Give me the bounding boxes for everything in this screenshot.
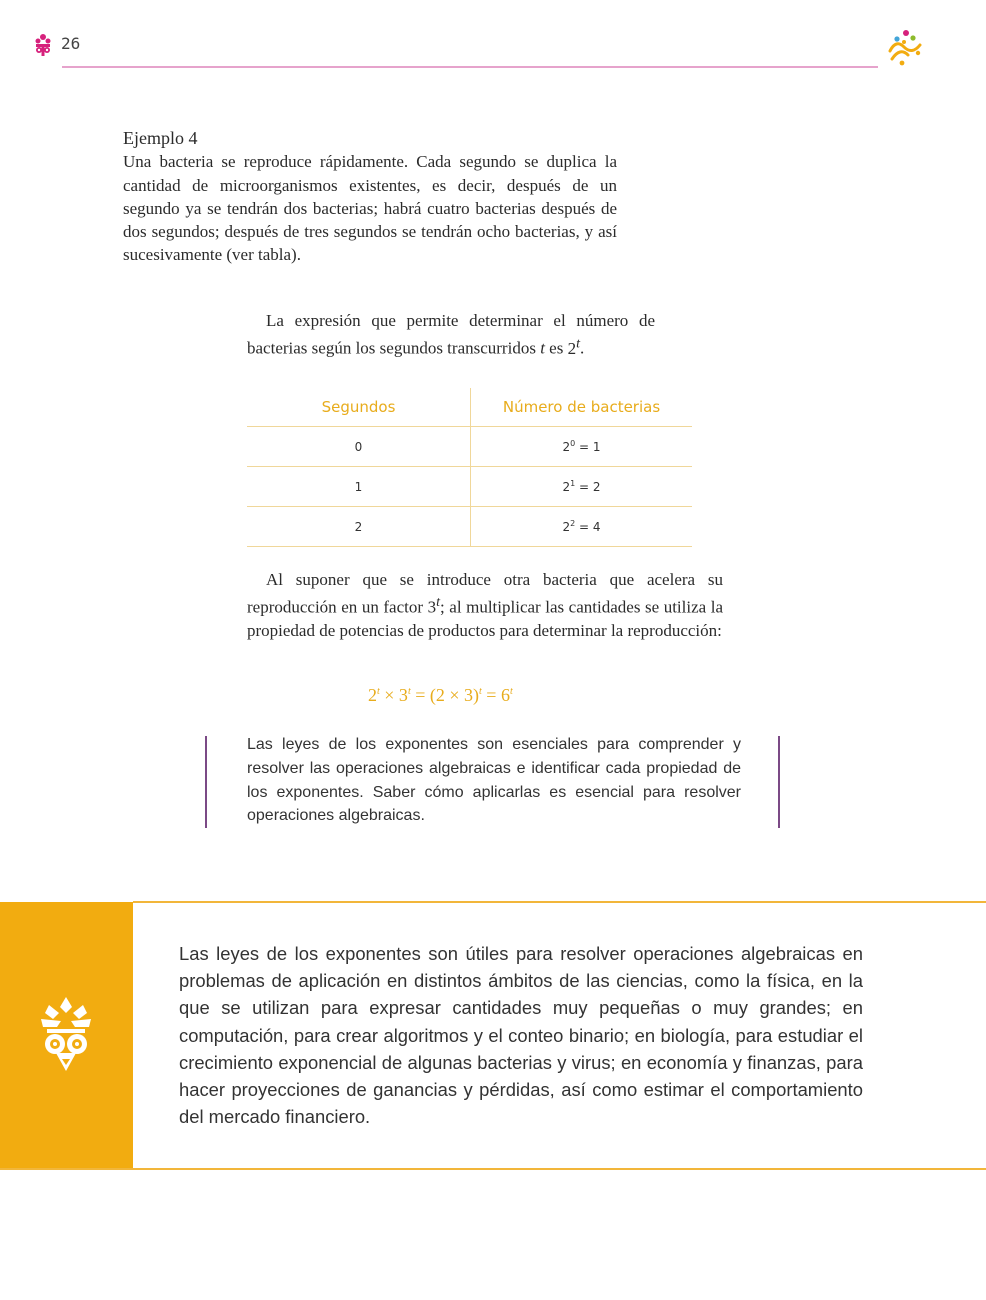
dotted-spiral-logo-icon (882, 27, 926, 71)
table-header-row (247, 388, 692, 427)
flower-ornament-icon (33, 33, 53, 57)
box-bottom-rule (0, 1168, 986, 1170)
quote-text: Las leyes de los exponentes son esenciales para comprender y resolver las operaciones algebraicas e identificar cada propiedad de los exponentes. Saber cómo aplicarlas es esencial para resolver operaciones algebraicas. (247, 736, 741, 825)
header-rule (62, 66, 878, 68)
example-block (123, 127, 617, 267)
cell-seconds: 1 (247, 467, 471, 507)
intro-end: . (580, 338, 585, 358)
example-title: Ejemplo 4 (123, 128, 198, 148)
cell-seconds: 0 (247, 427, 471, 467)
intro-text: La expresión que permite determinar el número de bacterias según los segundos transcurridos (247, 311, 655, 358)
tree-emblem-icon (39, 997, 93, 1071)
box-top-rule (133, 901, 986, 903)
table-row (247, 427, 692, 467)
applications-box-text: Las leyes de los exponentes son útiles para resolver operaciones algebraicas en problemas de aplicación en distintos ámbitos de las ciencias, como la física, en la que se utilizan para expresar cantidades muy pequeñas o muy grandes; en computación, para crear algoritmos y el conteo binario; en biología, para estudiar el crecimiento exponencial de algunas bacterias y virus; en economía y finanzas, para hacer proyecciones de ganancias y pérdidas, así como estimar el comportamiento del mercado financiero. (179, 943, 863, 1128)
header-bacteria-count: Número de bacterias (471, 388, 693, 427)
expression-intro (247, 309, 655, 360)
cell-bacteria: $2^0 = 1$ (471, 427, 693, 467)
cell-seconds: 2 (247, 507, 471, 547)
page-number: 26 (61, 34, 81, 53)
cell-bacteria: $2^2 = 4$ (471, 507, 693, 547)
table-row (247, 467, 692, 507)
intro-mid: es (549, 338, 564, 358)
product-property-paragraph: Al suponer que se introduce otra bacteria que acelera su reproducción en un factor 3$^t$; al multiplicar las cantidades se utiliza la propiedad de potencias de productos para determinar la reproducción: (247, 570, 723, 641)
header-seconds: Segundos (247, 388, 471, 427)
quote-bar-left (205, 736, 207, 828)
example-body: Una bacteria se reproduce rápidamente. Cada segundo se duplica la cantidad de microorganismos existentes, es decir, después de un segundo ya se tendrán dos bacterias; habrá cuatro bacterias después de dos segundos; después de tres segundos se tendrán ocho bacterias, y así sucesivamente (ver tabla). (123, 152, 617, 265)
bacteria-table (247, 388, 692, 547)
table-row (247, 507, 692, 547)
quote-bar-right (778, 736, 780, 828)
intro-power: 2$^t$ (567, 335, 581, 358)
power-of-product-formula: $2^t \times 3^t = (2 \times 3)^t = 6^t$ (368, 685, 513, 705)
intro-variable: t (540, 338, 545, 358)
cell-bacteria: $2^1 = 2$ (471, 467, 693, 507)
